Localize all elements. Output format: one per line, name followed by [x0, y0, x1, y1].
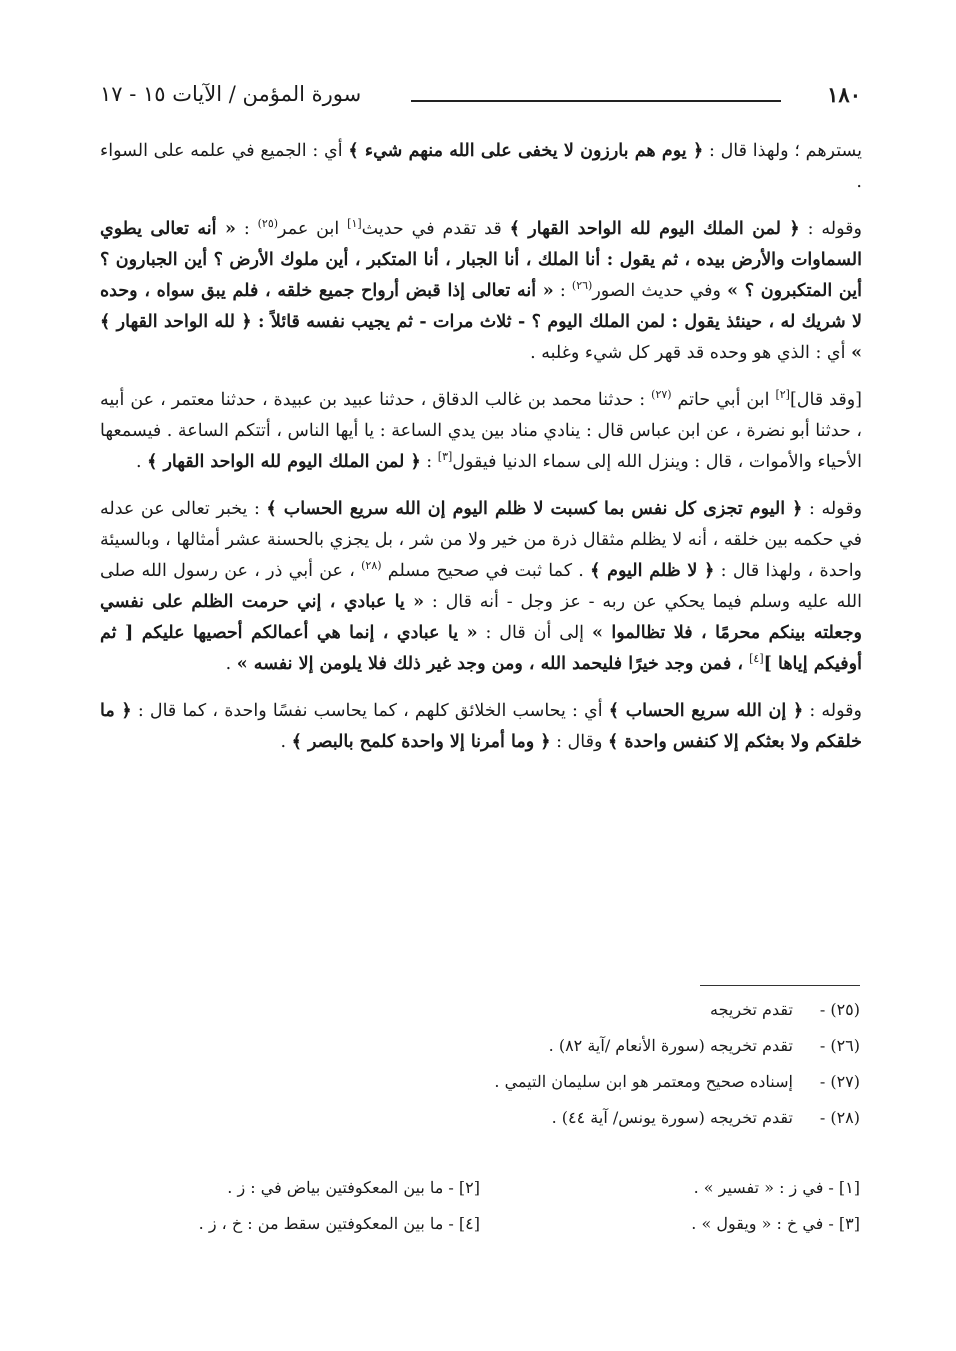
paragraph-text: قد تقدم في حديث: [361, 219, 510, 239]
quoted-text: ﴿ وما أمرنا إلا واحدة كلمح بالبصر ﴾: [291, 732, 551, 752]
paragraph-text: إلى أن قال :: [477, 623, 592, 643]
paragraph-text: أي : يحاسب الخلائق كلهم ، كما يحاسب نفسًا واحدة ، كما قال :: [131, 701, 609, 721]
paragraph-text: :: [235, 219, 258, 239]
paragraph-text: . كما ثبت في صحيح مسلم: [381, 561, 591, 581]
paragraph-text: :: [553, 281, 572, 301]
variant-notes: [100, 1170, 860, 1242]
paragraph-text: : حدثنا محمد بن غالب الدقاق ، حدثنا عبيد بن عبيدة ، حدثنا معتمر ، عن أبيه ، حدثنا أبو نضرة ، عن ابن عباس قال : ينادي مناد بين يدي الساعة : يا أيها الناس ، أتتكم الساعة . فيسمعها الأحياء والأموات ، قال : وينزل الله إلى سماء الدنيا فيقول: [100, 390, 862, 472]
paragraph-text: أي : الجميع في علمه على السواء .: [100, 141, 862, 192]
reference-marker: (٢٥): [257, 217, 279, 231]
running-title: سورة المؤمن / الآيات ١٥ - ١٧: [100, 82, 362, 106]
reference-marker: (٢٦): [571, 279, 593, 293]
note-text: في خ : « ويقول » .: [691, 1214, 829, 1233]
reference-marker: [١]: [347, 217, 362, 231]
page-number: ١٨٠: [827, 82, 861, 107]
footnote: [160, 1064, 860, 1100]
paragraph-text: يسترهم ؛ ولهذا قال :: [703, 141, 862, 161]
note-text: ما بين المعكوفتين سقط من : خ ، ز .: [198, 1214, 449, 1233]
variant-note: [480, 1170, 860, 1206]
variant-note: [480, 1206, 860, 1242]
paragraph-text: :: [420, 452, 438, 472]
paragraph-text: ابن عمر: [278, 219, 348, 239]
footnote: [160, 1028, 860, 1064]
footnote-text: تقدم تخريجه (سورة يونس/ آية ٤٤) .: [551, 1108, 798, 1127]
paragraph: [100, 385, 862, 478]
paragraph-text: وقوله :: [802, 499, 863, 519]
paragraph-text: .: [135, 452, 148, 472]
quoted-text: ﴿ لمن الملك اليوم لله الواحد القهار ﴾: [147, 452, 421, 472]
page-header: [100, 82, 861, 118]
footnote-text: إسناده صحيح ومعتمر هو ابن سليمان التيمي .: [494, 1072, 798, 1091]
paragraph: [100, 214, 862, 369]
paragraph: [100, 494, 862, 680]
footnote-text: تقدم تخريجه: [710, 1000, 798, 1019]
reference-marker: [٣]: [437, 450, 453, 464]
paragraph-text: وقوله :: [799, 219, 862, 239]
note-number: [٢] -: [448, 1178, 480, 1197]
paragraph-text: وقوله :: [803, 701, 862, 721]
paragraph-text: وقال :: [550, 732, 608, 752]
quoted-text: ﴿ إن الله سريع الحساب ﴾: [608, 701, 804, 721]
quoted-text: ﴿ لمن الملك اليوم لله الواحد القهار ﴾: [509, 219, 800, 239]
quoted-text: ، فمن وجد خيرًا فليحمد الله ، ومن وجد غير ذلك فلا يلومن إلا نفسه »: [236, 654, 750, 674]
paragraph-text: .: [280, 732, 292, 752]
footnote-number: (٢٧) -: [819, 1072, 860, 1091]
quoted-text: « أنه تعالى إذا قبض أرواح جميع خلقه ، فلم يبق سواه ، وحده لا شريك له ، حينئذ يقول : لمن الملك اليوم ؟ - ثلاث مرات - ثم يجيب نفسه قائلاً : ﴿ لله الواحد القهار ﴾ »: [100, 281, 862, 363]
note-number: [٣] -: [828, 1214, 860, 1233]
paragraph-text: وفي حديث الصور: [592, 281, 728, 301]
reference-marker: (٢٨): [361, 559, 382, 573]
paragraph-text: .: [225, 654, 237, 674]
footnotes-list: [160, 992, 860, 1136]
footnote-number: (٢٦) -: [819, 1036, 860, 1055]
footnote-text: تقدم تخريجه (سورة الأنعام /آية ٨٢) .: [548, 1036, 798, 1055]
variant-note: [100, 1170, 480, 1206]
paragraph-text: أي : الذي هو وحده قد قهر كل شيء وغلبه .: [530, 343, 852, 363]
footnote: [160, 1100, 860, 1136]
note-number: [٤] -: [448, 1214, 480, 1233]
paragraph: [100, 136, 862, 198]
quoted-text: ﴿ اليوم تجزى كل نفس بما كسبت لا ظلم اليوم إن الله سريع الحساب ﴾: [266, 499, 803, 519]
quoted-text: ﴿ يوم هم بارزون لا يخفى على الله منهم شيء ﴾: [348, 141, 704, 161]
header-rule: [411, 100, 781, 102]
reference-marker: (٢٧): [651, 388, 672, 402]
footnote-number: (٢٨) -: [819, 1108, 860, 1127]
reference-marker: [٤]: [749, 652, 764, 666]
footnote-number: (٢٥) -: [819, 1000, 860, 1019]
paragraph: [100, 696, 862, 758]
paragraph-text: ، عن أبي ذر ، عن رسول الله صلى الله عليه وسلم فيما يحكي عن ربه - عز وجل - أنه قال :: [100, 561, 862, 612]
quoted-text: « يا عبادي ، إني حرمت الظلم على نفسي وجعلته بينكم محرمًا ، فلا تظالموا »: [100, 592, 862, 643]
note-number: [١] -: [828, 1178, 860, 1197]
quoted-text: « أنه تعالى يطوي السماوات والأرض بيده ، ثم يقول : أنا الملك ، أنا الجبار ، أنا المتكبر ، أين ملوك الأرض ؟ أين الجبارون ؟ أين المتكبرون ؟ »: [100, 219, 862, 301]
note-text: ما بين المعكوفتين بياض في : ز .: [227, 1178, 449, 1197]
main-text: [100, 136, 862, 774]
quoted-text: ﴿ لا ظلم اليوم ﴾: [590, 561, 715, 581]
paragraph-text: ابن أبي حاتم: [671, 390, 776, 410]
variant-note: [100, 1206, 480, 1242]
paragraph-text: [وقد قال]: [789, 390, 862, 410]
footnote: [160, 992, 860, 1028]
footnote-divider: [700, 985, 860, 986]
note-text: في ز : « تفسير » .: [693, 1178, 829, 1197]
quoted-text: ﴿ ما خلقكم ولا بعثكم إلا كنفس واحدة ﴾: [100, 701, 862, 752]
reference-marker: [٢]: [775, 388, 790, 402]
quoted-text: « يا عبادي ، إنما هي أعمالكم أحصيها عليكم [ ثم أوفيكم إياها ]: [100, 623, 862, 674]
paragraph-text: : يخبر تعالى عن عدله في حكمه بين خلقه ، أنه لا يظلم مثقال ذرة من خير ولا من شر ، بل يجزي بالحسنة عشر أمثالها ، وبالسيئة واحدة ، ولهذا قال :: [100, 499, 863, 581]
